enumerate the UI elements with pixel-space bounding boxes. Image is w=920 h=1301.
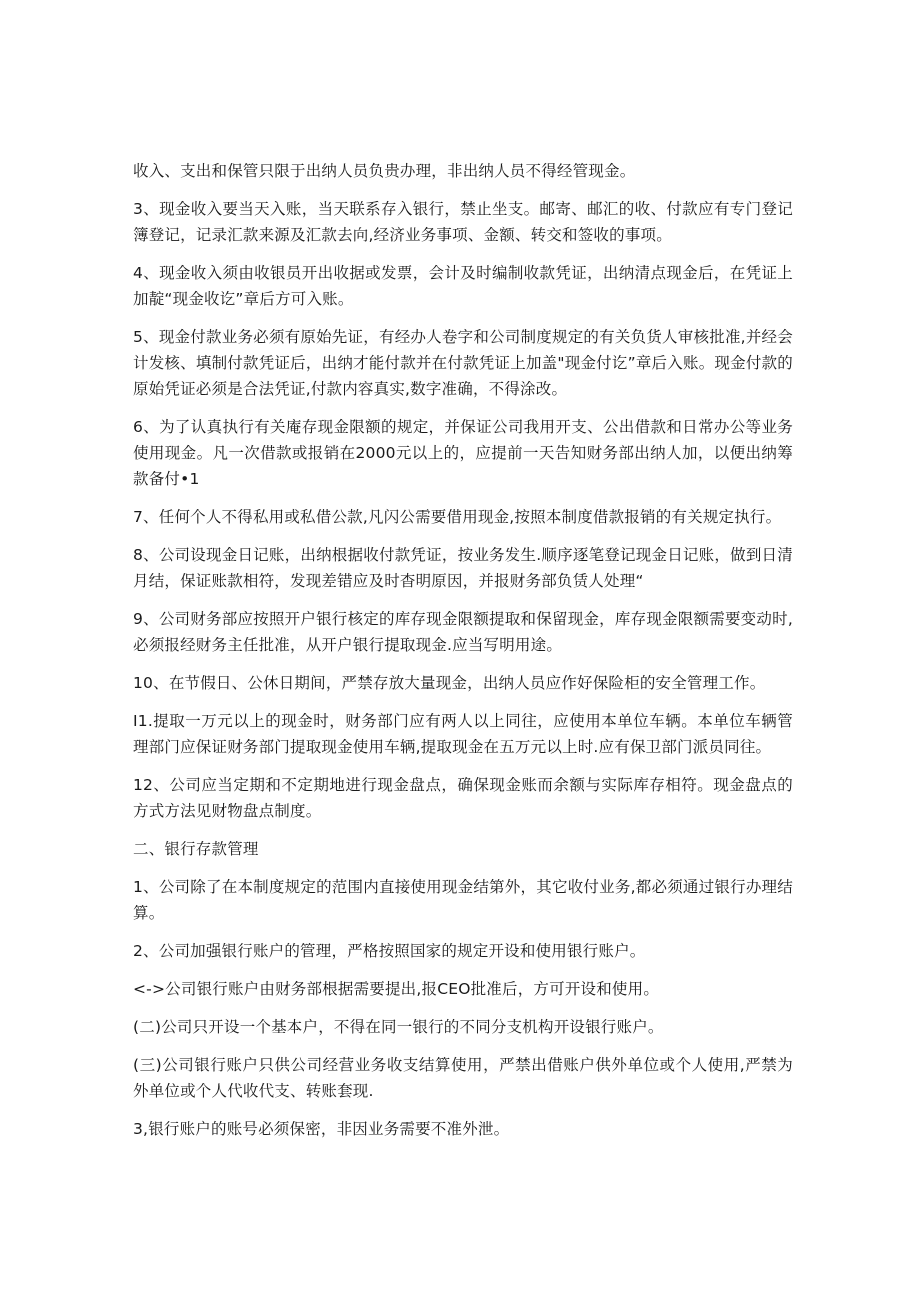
paragraph-cash-custody: 收入、支出和保管只限于出纳人员负贵办理，非出纳人员不得经管现金。	[133, 162, 636, 180]
paragraph-item-10: 10、在节假日、公休日期间，严禁存放大量现金，出纳人员应作好保险柜的安全管理工作。	[133, 674, 766, 692]
paragraph-item-12: 12、公司应当定期和不定期地进行现金盘点，确保现金账而余额与实际库存相符。现金盘点的方式方法见财物盘点制度。	[133, 776, 793, 820]
paragraph-bank-item-2: 2、公司加强银行账户的管理，严格按照国家的规定开设和使用银行账户。	[133, 942, 646, 960]
paragraph-bank-item-3: 3,银行账户的账号必须保密，非因业务需要不准外泄。	[133, 1120, 510, 1138]
document-body	[133, 158, 793, 1154]
paragraph-bank-subitem-3: (三)公司银行账户只供公司经营业务收支结算使用，严禁出借账户供外单位或个人使用,严禁为外单位或个人代收代支、转账套现.	[133, 1056, 793, 1100]
paragraph-bank-subitem-1: <->公司银行账户由财务部根据需要提出,报CEO批准后，方可开设和使用。	[133, 980, 660, 998]
section-heading-bank-deposit: 二、银行存款管理	[133, 840, 259, 858]
paragraph-item-9: 9、公司财务部应按照开户银行核定的库存现金限额提取和保留现金，库存现金限额需要变动时,必须报经财务主任批准，从开户银行提取现金.应当写明用途。	[133, 610, 793, 654]
paragraph-item-4: 4、现金收入须由收银员开出收据或发票，会计及时编制收款凭证，出纳清点现金后，在凭证上加靛“现金收讫”章后方可入账。	[133, 264, 793, 308]
paragraph-item-8: 8、公司设现金日记账，出纳根据收付款凭证，按业务发生.顺序逐笔登记现金日记账，做到日清月结，保证账款相符，发现差错应及时杳明原因，并报财务部负赁人处理“	[133, 546, 793, 590]
paragraph-item-3: 3、现金收入要当天入账，当天联系存入银行，禁止坐支。邮寄、邮汇的收、付款应有专门登记簿登记，记录汇款来源及汇款去向,经济业务事项、金额、转交和签收的事项。	[133, 200, 793, 244]
paragraph-item-11: I1.提取一万元以上的现金时，财务部门应有两人以上同往，应使用本单位车辆。本单位车辆管理部门应保证财务部门提取现金使用车辆,提取现金在五万元以上时.应有保卫部门派员同往。	[133, 712, 793, 756]
paragraph-bank-subitem-2: (二)公司只开设一个基本户，不得在同一银行的不同分支机构开设银行账户。	[133, 1018, 664, 1036]
paragraph-item-7: 7、任何个人不得私用或私借公款,凡闪公需要借用现金,按照本制度借款报销的有关规定执行。	[133, 508, 782, 526]
paragraph-item-6: 6、为了认真执行有关庵存现金限额的规定，并保证公司我用开支、公出借款和日常办公等业务使用现金。凡一次借款或报销在2000元以上的，应提前一天告知财务部出纳人加，以便出纳筹款备付•1	[133, 418, 793, 488]
paragraph-bank-item-1: 1、公司除了在本制度规定的范围内直接使用现金结第外，其它收付业务,都必须通过银行办理结算。	[133, 878, 793, 922]
paragraph-item-5: 5、现金付款业务必须有原始先证，有经办人卷字和公司制度规定的有关负货人审核批准,并经会计发核、填制付款凭证后，出纳才能付款并在付款凭证上加盖"现金付讫”章后入账。现金付款的原始凭证必须是合法凭证,付款内容真实,数字准确，不得涂改。	[133, 328, 793, 398]
